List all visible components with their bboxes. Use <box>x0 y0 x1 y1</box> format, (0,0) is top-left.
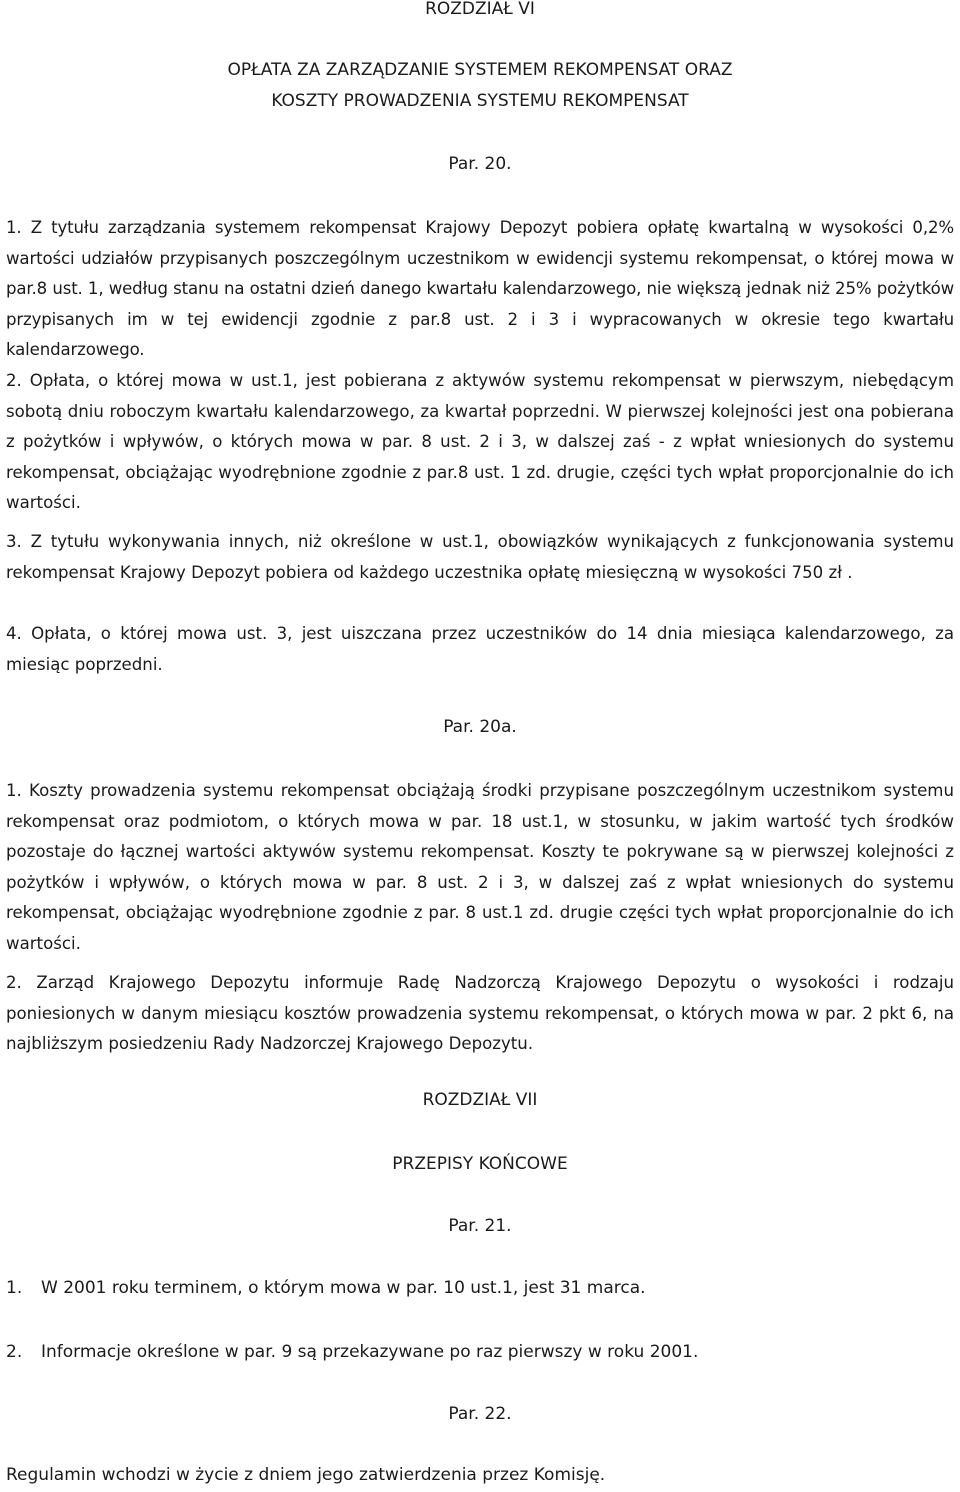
par-21-item-1-number: 1. <box>6 1278 23 1298</box>
par-20a-item-1: 1. Koszty prowadzenia systemu rekompensat obciążają środki przypisane poszczególnym uczestnikom systemu rekompensat oraz podmiotom, o których mowa w par. 18 ust.1, w stosunku, w jakim wartość tych środków pozostaje do łącznej wartości aktywów systemu rekompensat. Koszty te pokrywane są w pierwszej kolejności z pożytków i wpływów, o których mowa w par. 8 ust. 2 i 3, w dalszej zaś z wpłat wniesionych do systemu rekompensat, obciążając wyodrębnione zgodnie z par. 8 ust.1 zd. drugie części tych wpłat proporcjonalnie do ich wartości. <box>6 781 954 953</box>
par-20-item-3: 3. Z tytułu wykonywania innych, niż określone w ust.1, obowiązków wynikających z funkcjonowania systemu rekompensat Krajowy Depozyt pobiera od każdego uczestnika opłatę miesięczną w wysokości 750 zł . <box>6 532 954 582</box>
chapter-7-title: PRZEPISY KOŃCOWE <box>392 1154 568 1174</box>
chapter-6-title-line-2: KOSZTY PROWADZENIA SYSTEMU REKOMPENSAT <box>271 91 689 111</box>
chapter-7-heading: ROZDZIAŁ VII <box>422 1090 538 1110</box>
par-21-item-2 <box>6 1342 946 1362</box>
par-20-item-1: 1. Z tytułu zarządzania systemem rekompensat Krajowy Depozyt pobiera opłatę kwartalną w wysokości 0,2% wartości udziałów przypisanych poszczególnym uczestnikom w ewidencji systemu rekompensat, o której mowa w par.8 ust. 1, według stanu na ostatni dzień danego kwartału kalendarzowego, nie większą jednak niż 25% pożytków przypisanych im w tej ewidencji zgodnie z par.8 ust. 2 i 3 i wypracowanych w okresie tego kwartału kalendarzowego. <box>6 218 954 359</box>
par-20-heading: Par. 20. <box>448 154 512 174</box>
par-20-item-4: 4. Opłata, o której mowa ust. 3, jest uiszczana przez uczestników do 14 dnia miesiąca kalendarzowego, za miesiąc poprzedni. <box>6 624 954 674</box>
par-21-item-1-text: W 2001 roku terminem, o którym mowa w par. 10 ust.1, jest 31 marca. <box>41 1278 646 1298</box>
par-20-item-2: 2. Opłata, o której mowa w ust.1, jest pobierana z aktywów systemu rekompensat w pierwszym, niebędącym sobotą dniu roboczym kwartału kalendarzowego, za kwartał poprzedni. W pierwszej kolejności jest ona pobierana z pożytków i wpływów, o których mowa w par. 8 ust. 2 i 3, w dalszej zaś - z wpłat wniesionych do systemu rekompensat, obciążając wyodrębnione zgodnie z par.8 ust. 1 zd. drugie, części tych wpłat proporcjonalnie do ich wartości. <box>6 371 954 512</box>
par-21-heading: Par. 21. <box>448 1216 512 1236</box>
par-22-heading: Par. 22. <box>448 1404 512 1424</box>
par-20a-heading: Par. 20a. <box>443 717 517 737</box>
par-21-item-1 <box>6 1278 946 1298</box>
par-20a-item-2: 2. Zarząd Krajowego Depozytu informuje Radę Nadzorczą Krajowego Depozytu o wysokości i rodzaju poniesionych w danym miesiącu kosztów prowadzenia systemu rekompensat, o których mowa w par. 2 pkt 6, na najbliższym posiedzeniu Rady Nadzorczej Krajowego Depozytu. <box>6 973 954 1053</box>
chapter-6-heading: ROZDZIAŁ VI <box>425 0 535 19</box>
par-21-item-2-text: Informacje określone w par. 9 są przekazywane po raz pierwszy w roku 2001. <box>41 1342 699 1362</box>
chapter-6-title-line-1: OPŁATA ZA ZARZĄDZANIE SYSTEMEM REKOMPENSAT ORAZ <box>227 60 733 80</box>
par-21-item-2-number: 2. <box>6 1342 23 1362</box>
par-22-text: Regulamin wchodzi w życie z dniem jego zatwierdzenia przez Komisję. <box>6 1465 606 1485</box>
